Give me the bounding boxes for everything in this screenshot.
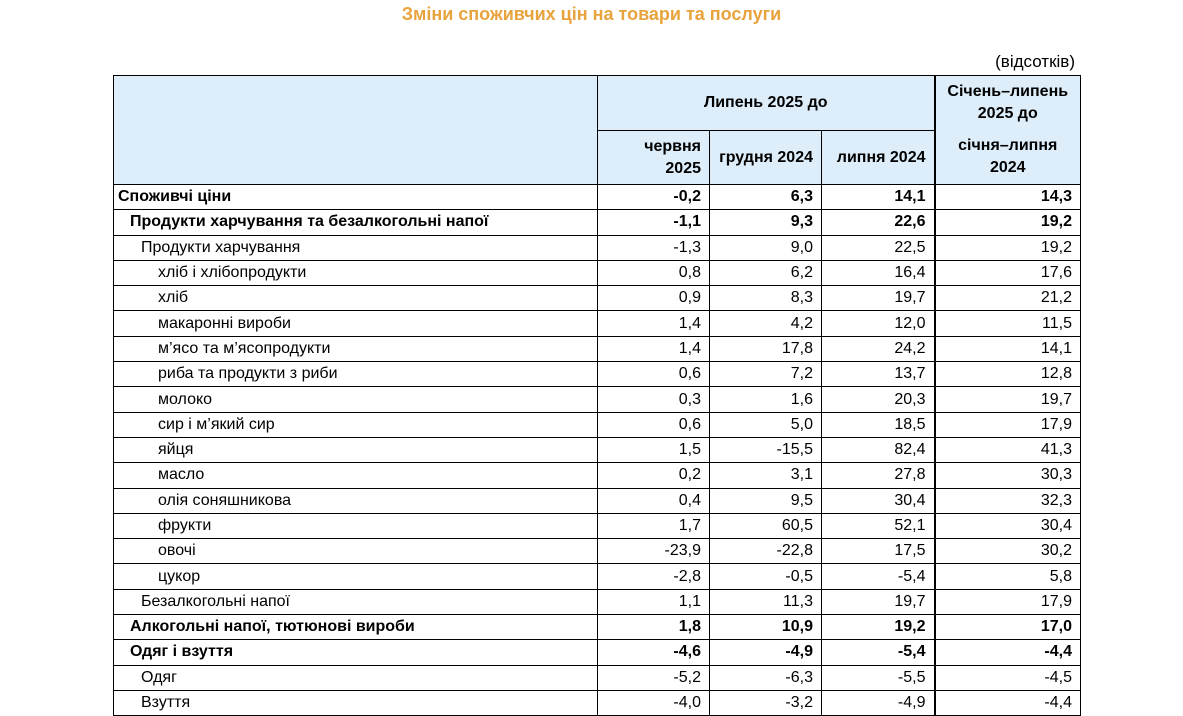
value-cell: -5,4 <box>822 640 935 665</box>
row-label: Продукти харчування <box>114 235 598 260</box>
value-cell: -6,3 <box>710 665 822 690</box>
table-row <box>114 463 1081 488</box>
page-title: Зміни споживчих цін на товари та послуги <box>401 4 782 24</box>
row-label: цукор <box>114 564 598 589</box>
value-cell: 0,9 <box>598 286 710 311</box>
value-cell: 1,4 <box>598 311 710 336</box>
value-cell: 30,3 <box>935 463 1081 488</box>
table-row <box>114 260 1081 285</box>
row-label: олія соняшникова <box>114 488 598 513</box>
table-row <box>114 387 1081 412</box>
value-cell: 10,9 <box>710 615 822 640</box>
value-cell: 19,7 <box>822 286 935 311</box>
value-cell: 13,7 <box>822 362 935 387</box>
value-cell: 3,1 <box>710 463 822 488</box>
value-cell: -4,6 <box>598 640 710 665</box>
value-cell: 17,0 <box>935 615 1081 640</box>
table-row <box>114 513 1081 538</box>
table-row <box>114 690 1081 715</box>
price-change-table <box>113 75 1081 716</box>
value-cell: 1,5 <box>598 437 710 462</box>
table-row <box>114 615 1081 640</box>
value-cell: 82,4 <box>822 437 935 462</box>
table-row <box>114 437 1081 462</box>
header-ytd-group: Січень–липень 2025 до <box>935 76 1081 131</box>
value-cell: 24,2 <box>822 336 935 361</box>
value-cell: -4,9 <box>710 640 822 665</box>
value-cell: -5,5 <box>822 665 935 690</box>
row-label: макаронні вироби <box>114 311 598 336</box>
table-row <box>114 210 1081 235</box>
value-cell: 41,3 <box>935 437 1081 462</box>
value-cell: 5,8 <box>935 564 1081 589</box>
value-cell: -0,5 <box>710 564 822 589</box>
value-cell: -15,5 <box>710 437 822 462</box>
value-cell: 22,5 <box>822 235 935 260</box>
row-label: Продукти харчування та безалкогольні напої <box>114 210 598 235</box>
value-cell: -4,4 <box>935 690 1081 715</box>
value-cell: -2,8 <box>598 564 710 589</box>
header-period-group: Липень 2025 до <box>598 76 935 131</box>
value-cell: 0,6 <box>598 362 710 387</box>
table-row <box>114 589 1081 614</box>
value-cell: 1,7 <box>598 513 710 538</box>
row-label: м’ясо та м’ясопродукти <box>114 336 598 361</box>
row-label: масло <box>114 463 598 488</box>
value-cell: 4,2 <box>710 311 822 336</box>
value-cell: 17,9 <box>935 412 1081 437</box>
table-row <box>114 564 1081 589</box>
row-label: овочі <box>114 539 598 564</box>
value-cell: 6,2 <box>710 260 822 285</box>
row-label: Споживчі ціни <box>114 185 598 210</box>
value-cell: 19,7 <box>935 387 1081 412</box>
header-col-jul-2024: липня 2024 <box>822 131 935 185</box>
header-col-june-2025: червня 2025 <box>598 131 710 185</box>
value-cell: 14,1 <box>822 185 935 210</box>
value-cell: 17,8 <box>710 336 822 361</box>
value-cell: 9,5 <box>710 488 822 513</box>
value-cell: -1,3 <box>598 235 710 260</box>
row-label: Безалкогольні напої <box>114 589 598 614</box>
value-cell: 17,6 <box>935 260 1081 285</box>
value-cell: 18,5 <box>822 412 935 437</box>
table-row <box>114 412 1081 437</box>
value-cell: -5,4 <box>822 564 935 589</box>
value-cell: 0,2 <box>598 463 710 488</box>
table-row <box>114 286 1081 311</box>
value-cell: 19,2 <box>935 210 1081 235</box>
table-row <box>114 665 1081 690</box>
table-row <box>114 640 1081 665</box>
row-label: риба та продукти з риби <box>114 362 598 387</box>
row-label: Одяг і взуття <box>114 640 598 665</box>
value-cell: 1,1 <box>598 589 710 614</box>
table-row <box>114 185 1081 210</box>
value-cell: -23,9 <box>598 539 710 564</box>
table-row <box>114 311 1081 336</box>
value-cell: 14,3 <box>935 185 1081 210</box>
value-cell: 19,2 <box>935 235 1081 260</box>
value-cell: 27,8 <box>822 463 935 488</box>
row-label: Взуття <box>114 690 598 715</box>
row-label: молоко <box>114 387 598 412</box>
unit-label: (відсотків) <box>995 52 1075 71</box>
value-cell: -22,8 <box>710 539 822 564</box>
value-cell: -5,2 <box>598 665 710 690</box>
value-cell: 14,1 <box>935 336 1081 361</box>
value-cell: 7,2 <box>710 362 822 387</box>
value-cell: -4,4 <box>935 640 1081 665</box>
value-cell: -0,2 <box>598 185 710 210</box>
value-cell: -1,1 <box>598 210 710 235</box>
value-cell: -3,2 <box>710 690 822 715</box>
value-cell: 19,7 <box>822 589 935 614</box>
value-cell: 0,8 <box>598 260 710 285</box>
row-label: фрукти <box>114 513 598 538</box>
value-cell: 1,4 <box>598 336 710 361</box>
value-cell: 8,3 <box>710 286 822 311</box>
table-row <box>114 362 1081 387</box>
value-cell: 21,2 <box>935 286 1081 311</box>
value-cell: 17,5 <box>822 539 935 564</box>
value-cell: 20,3 <box>822 387 935 412</box>
value-cell: 5,0 <box>710 412 822 437</box>
header-col-jan-jul-2024: січня–липня 2024 <box>935 131 1081 185</box>
value-cell: 16,4 <box>822 260 935 285</box>
value-cell: 11,5 <box>935 311 1081 336</box>
table-row <box>114 539 1081 564</box>
table-body <box>114 185 1081 716</box>
value-cell: 32,3 <box>935 488 1081 513</box>
row-label: хліб <box>114 286 598 311</box>
header-blank-cell <box>114 76 598 185</box>
value-cell: 12,0 <box>822 311 935 336</box>
value-cell: 19,2 <box>822 615 935 640</box>
value-cell: 0,6 <box>598 412 710 437</box>
value-cell: 1,8 <box>598 615 710 640</box>
row-label: Алкогольні напої, тютюнові вироби <box>114 615 598 640</box>
table-row <box>114 235 1081 260</box>
value-cell: -4,5 <box>935 665 1081 690</box>
value-cell: 52,1 <box>822 513 935 538</box>
value-cell: 22,6 <box>822 210 935 235</box>
row-label: хліб і хлібопродукти <box>114 260 598 285</box>
row-label: Одяг <box>114 665 598 690</box>
value-cell: 17,9 <box>935 589 1081 614</box>
row-label: яйця <box>114 437 598 462</box>
value-cell: -4,0 <box>598 690 710 715</box>
value-cell: 9,0 <box>710 235 822 260</box>
value-cell: 12,8 <box>935 362 1081 387</box>
value-cell: 11,3 <box>710 589 822 614</box>
value-cell: -4,9 <box>822 690 935 715</box>
value-cell: 60,5 <box>710 513 822 538</box>
value-cell: 30,4 <box>822 488 935 513</box>
value-cell: 0,3 <box>598 387 710 412</box>
table-row <box>114 336 1081 361</box>
table-row <box>114 488 1081 513</box>
row-label: сир і м’який сир <box>114 412 598 437</box>
table-header <box>114 76 1081 185</box>
value-cell: 1,6 <box>710 387 822 412</box>
header-col-dec-2024: грудня 2024 <box>710 131 822 185</box>
value-cell: 9,3 <box>710 210 822 235</box>
value-cell: 6,3 <box>710 185 822 210</box>
value-cell: 30,2 <box>935 539 1081 564</box>
value-cell: 30,4 <box>935 513 1081 538</box>
value-cell: 0,4 <box>598 488 710 513</box>
